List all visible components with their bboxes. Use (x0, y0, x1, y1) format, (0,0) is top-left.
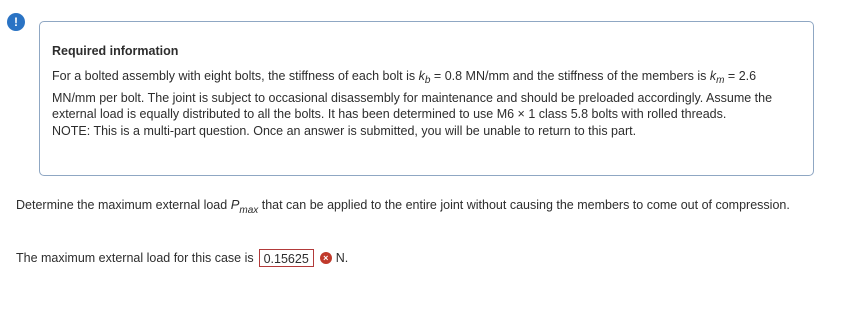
statement-text-1: For a bolted assembly with eight bolts, the stiffness of each bolt is (52, 69, 419, 83)
pmax-var: P (230, 197, 240, 212)
question-part-2: that can be applied to the entire joint without causing the members to come out of compression. (258, 198, 790, 212)
error-x-icon: × (320, 252, 332, 264)
statement-text-3: = 2.6 MN/mm per bolt. The joint is subject to occasional disassembly for maintenance and should be preloaded accordingly. Assume the external load is equally distributed to all the bolts. It has been determined to use M6 × 1 class 5.8 bolts with rolled threads. (52, 69, 773, 121)
answer-row (16, 248, 348, 268)
km-subscript: m (716, 75, 725, 86)
box-title: Required information (52, 44, 179, 58)
box-body (52, 68, 787, 139)
required-information-box (39, 21, 814, 176)
statement-text-2: = 0.8 MN/mm and the stiffness of the members is (430, 69, 710, 83)
problem-statement (52, 68, 787, 123)
km-symbol: k (709, 69, 717, 83)
answer-label: The maximum external load for this case is (16, 251, 254, 265)
question-text (16, 195, 816, 220)
exclamation-icon: ! (7, 13, 25, 31)
pmax-subscript: max (239, 205, 259, 216)
note-text: NOTE: This is a multi-part question. Once an answer is submitted, you will be unable to return to this part. (52, 123, 637, 138)
pmax-symbol (230, 197, 259, 216)
answer-unit: N. (335, 251, 349, 265)
kb-subscript: b (424, 75, 431, 86)
question-part-1: Determine the maximum external load (16, 198, 231, 212)
kb-symbol: k (418, 69, 425, 83)
answer-input[interactable]: 0.15625 (259, 249, 314, 267)
